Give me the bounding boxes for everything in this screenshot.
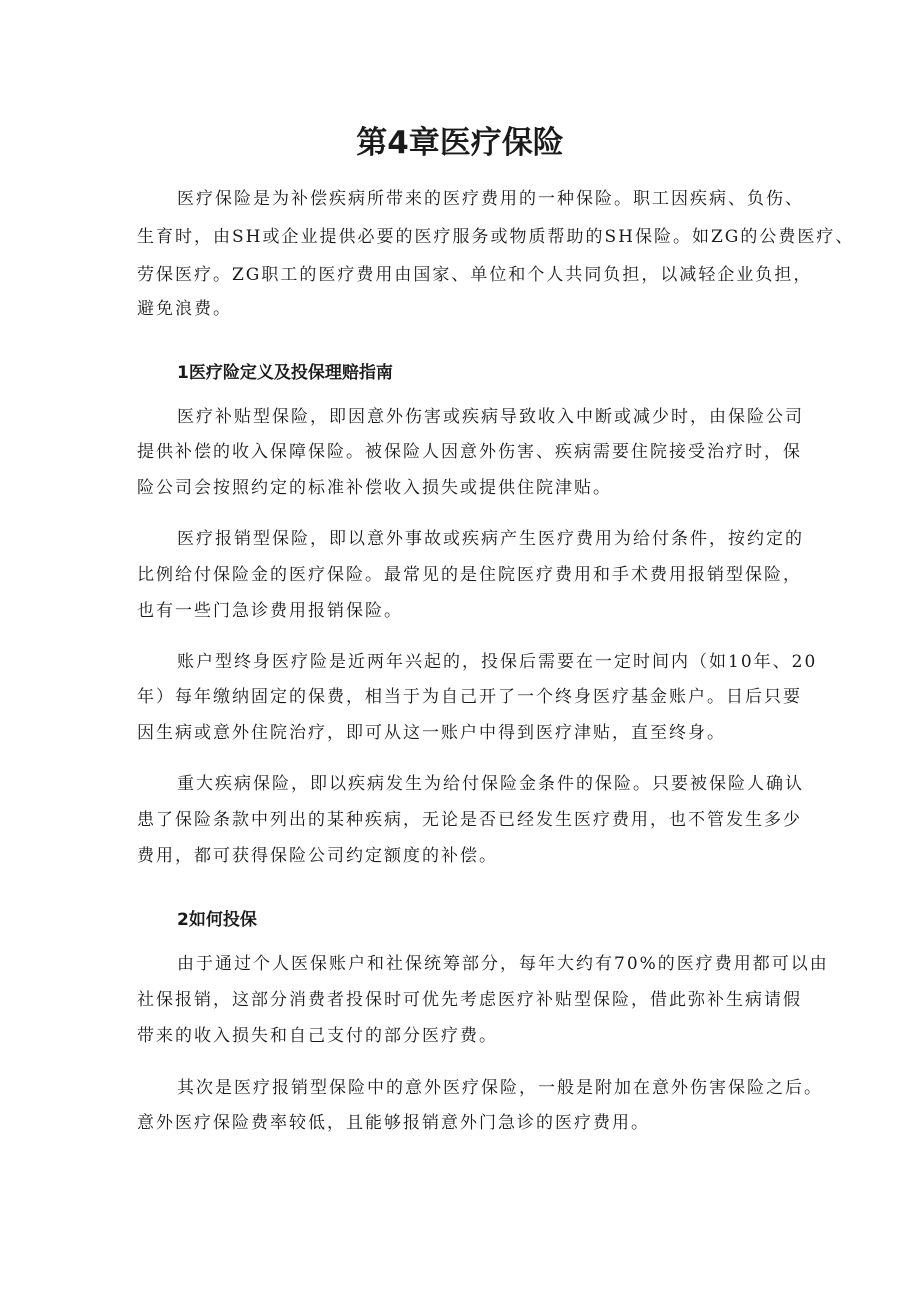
paragraph-line: 提供补偿的收入保障保险。被保险人因意外伤害、疾病需要住院接受治疗时，保 [137,442,802,462]
paragraph-line: 医疗补贴型保险，即因意外伤害或疾病导致收入中断或减少时，由保险公司 [177,407,804,427]
intro-line: 医疗保险是为补偿疾病所带来的医疗费用的一种保险。职工因疾病、负伤、 [177,189,804,209]
paragraph-line: 重大疾病保险，即以疾病发生为给付保险金条件的保险。只要被保险人确认 [177,774,804,794]
paragraph-line: 险公司会按照约定的标准补偿收入损失或提供住院津贴。 [137,478,612,498]
page-title: 第4章医疗保险 [356,125,564,161]
paragraph-line: 意外医疗保险费率较低，且能够报销意外门急诊的医疗费用。 [137,1113,650,1133]
paragraph-line: 账户型终身医疗险是近两年兴起的，投保后需要在一定时间内（如10年、20 [177,652,818,672]
paragraph-line: 由于通过个人医保账户和社保统筹部分，每年大约有70%的医疗费用都可以由 [177,954,829,974]
paragraph-line: 患了保险条款中列出的某种疾病，无论是否已经发生医疗费用，也不管发生多少 [137,810,802,830]
intro-line: 避免浪费。 [137,299,232,319]
paragraph-line: 比例给付保险金的医疗保险。最常见的是住院医疗费用和手术费用报销型保险， [137,565,802,585]
paragraph-line: 带来的收入损失和自己支付的部分医疗费。 [137,1026,498,1046]
paragraph-line: 因生病或意外住院治疗，即可从这一账户中得到医疗津贴，直至终身。 [137,723,726,743]
paragraph-line: 费用，都可获得保险公司约定额度的补偿。 [137,846,498,866]
paragraph-line: 社保报销，这部分消费者投保时可优先考虑医疗补贴型保险，借此弥补生病请假 [137,990,802,1010]
intro-line: 劳保医疗。ZG职工的医疗费用由国家、单位和个人共同负担，以减轻企业负担， [137,265,813,285]
paragraph-line: 也有一些门急诊费用报销保险。 [137,601,403,621]
paragraph-line: 其次是医疗报销型保险中的意外医疗保险，一般是附加在意外伤害保险之后。 [177,1078,823,1098]
paragraph-line: 年）每年缴纳固定的保费，相当于为自己开了一个终身医疗基金账户。日后只要 [137,687,802,707]
intro-line: 生育时，由SH或企业提供必要的医疗服务或物质帮助的SH保险。如ZG的公费医疗、 [137,227,855,247]
paragraph-line: 医疗报销型保险，即以意外事故或疾病产生医疗费用为给付条件，按约定的 [177,529,804,549]
section-2-heading: 2如何投保 [177,910,257,930]
section-1-heading: 1医疗险定义及投保理赔指南 [177,363,393,383]
